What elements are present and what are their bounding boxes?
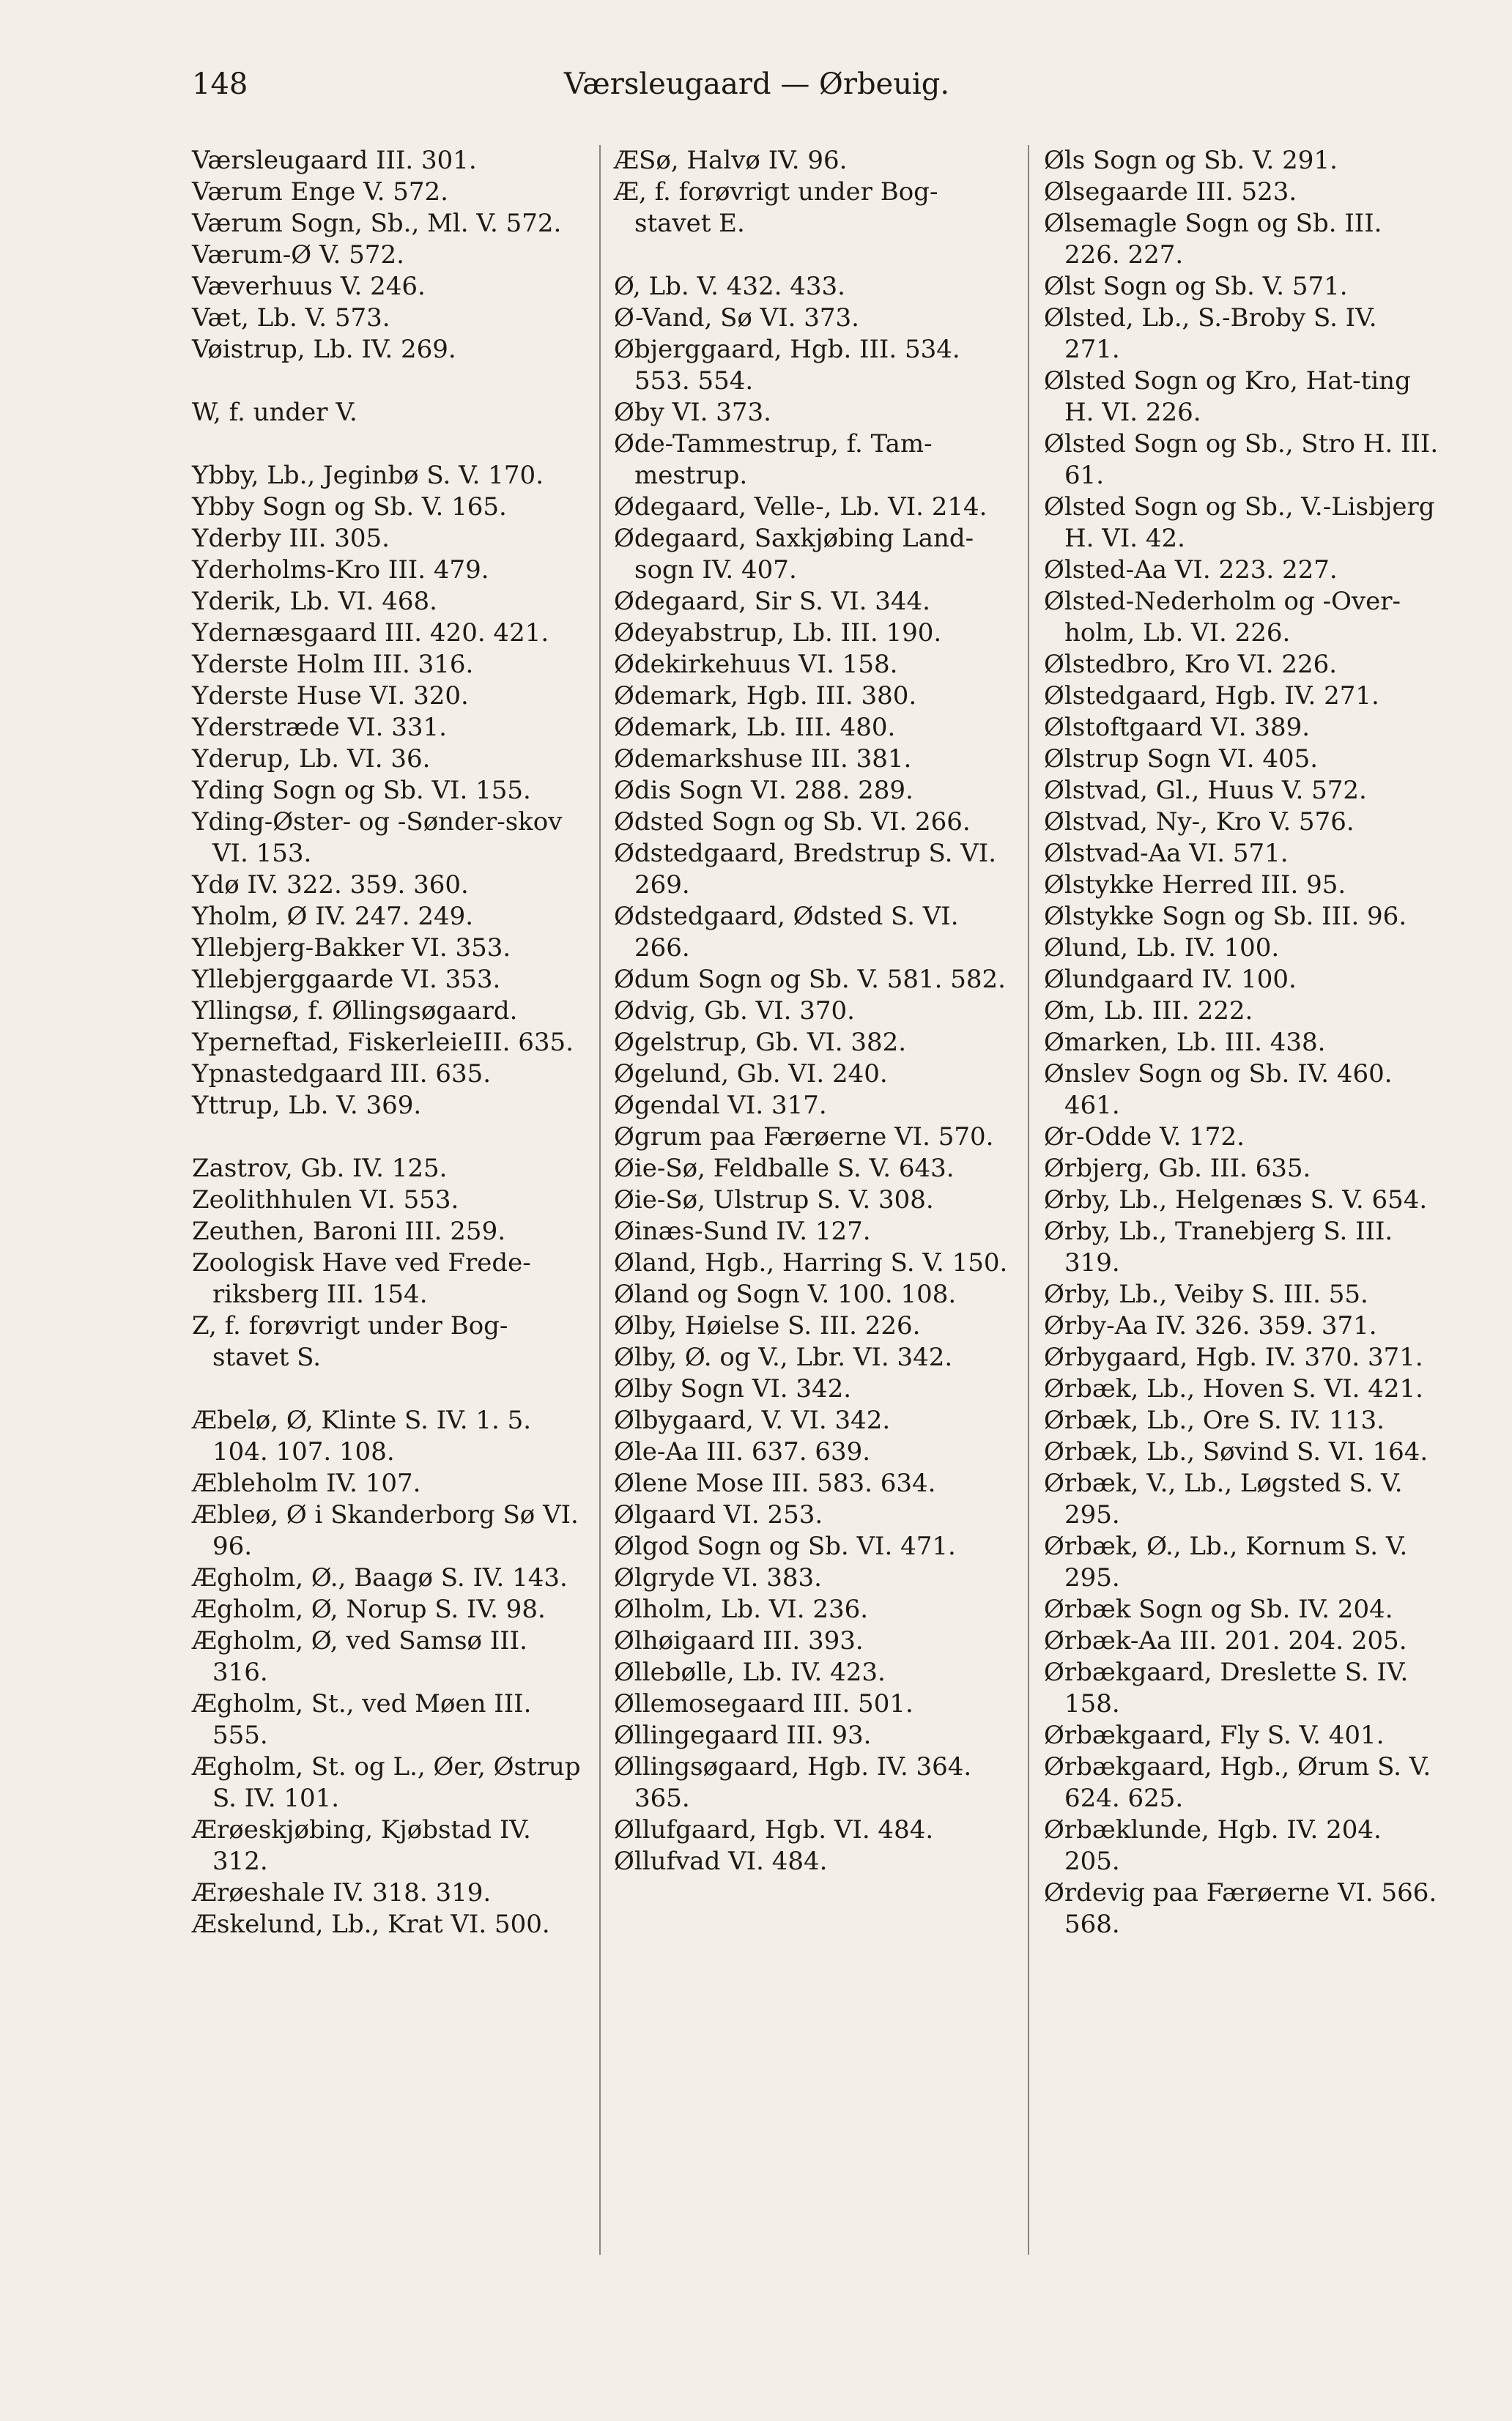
index-entry: Øland, Hgb., Harring S. V. 150. xyxy=(614,1248,1008,1278)
running-head: Værsleugaard — Ørbeuig. xyxy=(563,67,950,101)
index-entry: Ørbækgaard, Hgb., Ørum S. V. 624. 625. xyxy=(1044,1752,1431,1813)
index-entry: Øie-Sø, Feldballe S. V. 643. xyxy=(614,1154,955,1183)
index-entry: Ørbjerg, Gb. III. 635. xyxy=(1044,1154,1311,1183)
index-column-3 xyxy=(1044,145,1439,1940)
index-entry: Ørby, Lb., Veiby S. III. 55. xyxy=(1044,1280,1368,1309)
index-entry: Vøistrup, Lb. IV. 269. xyxy=(192,335,456,364)
index-entry: Ørby, Lb., Helgenæs S. V. 654. xyxy=(1044,1185,1428,1215)
index-entry: Ørbæk Sogn og Sb. IV. 204. xyxy=(1044,1595,1393,1624)
index-entry: Ølsted, Lb., S.-Broby S. IV. 271. xyxy=(1044,303,1377,364)
index-entry: Ægholm, St., ved Møen III. 555. xyxy=(192,1689,532,1750)
index-entry: Zeolithhulen VI. 553. xyxy=(192,1185,459,1215)
section-gap xyxy=(192,366,584,397)
index-entry: Ølund, Lb. IV. 100. xyxy=(1044,933,1280,963)
index-entry: Ølstvad-Aa VI. 571. xyxy=(1044,839,1289,868)
index-entry: Ølsted Sogn og Kro, Hat-ting H. VI. 226. xyxy=(1044,366,1411,427)
index-entry: Æbleholm IV. 107. xyxy=(192,1469,421,1498)
index-entry: Øgrum paa Færøerne VI. 570. xyxy=(614,1122,994,1152)
index-entry: Øm, Lb. III. 222. xyxy=(1044,996,1253,1026)
index-entry: Øllingegaard III. 93. xyxy=(614,1721,872,1750)
index-entry: Ølstykke Sogn og Sb. III. 96. xyxy=(1044,902,1407,931)
index-column-2 xyxy=(614,145,1013,1877)
index-entry: Z, f. forøvrigt under Bog-stavet S. xyxy=(192,1311,508,1372)
index-entry: Yholm, Ø IV. 247. 249. xyxy=(192,902,474,931)
index-entry: Ørbækgaard, Fly S. V. 401. xyxy=(1044,1721,1385,1750)
index-entry: Ølene Mose III. 583. 634. xyxy=(614,1469,936,1498)
index-entry: Værum Enge V. 572. xyxy=(192,177,448,207)
index-entry: Ølsegaarde III. 523. xyxy=(1044,177,1297,207)
index-entry: Øllebølle, Lb. IV. 423. xyxy=(614,1658,886,1687)
index-entry: Ørbæk, V., Lb., Løgsted S. V. 295. xyxy=(1044,1469,1403,1530)
index-entry: Øgendal VI. 317. xyxy=(614,1091,827,1120)
index-entry: Yllebjerg-Bakker VI. 353. xyxy=(192,933,511,963)
index-entry: Ypnastedgaard III. 635. xyxy=(192,1059,492,1089)
index-entry: Ørbæklunde, Hgb. IV. 204. 205. xyxy=(1044,1815,1382,1876)
index-entry: Ødemark, Lb. III. 480. xyxy=(614,713,896,742)
index-entry: Øie-Sø, Ulstrup S. V. 308. xyxy=(614,1185,934,1215)
index-entry: Ødegaard, Velle-, Lb. VI. 214. xyxy=(614,492,987,522)
index-entry: Ønslev Sogn og Sb. IV. 460. 461. xyxy=(1044,1059,1393,1120)
index-entry: Øby VI. 373. xyxy=(614,398,771,427)
index-entry: Æskelund, Lb., Krat VI. 500. xyxy=(192,1910,550,1939)
index-entry: Ødis Sogn VI. 288. 289. xyxy=(614,776,914,805)
index-entry: Ægholm, Ø, Norup S. IV. 98. xyxy=(192,1595,546,1624)
section-gap xyxy=(614,240,1013,271)
index-entry: Yding Sogn og Sb. VI. 155. xyxy=(192,776,531,805)
index-entry: Ømarken, Lb. III. 438. xyxy=(1044,1028,1326,1057)
index-entry: Ødemarkshuse III. 381. xyxy=(614,744,912,774)
index-entry: Ølbygaard, V. VI. 342. xyxy=(614,1406,891,1435)
index-entry: Øllufgaard, Hgb. VI. 484. xyxy=(614,1815,934,1845)
index-entry: Ødemark, Hgb. III. 380. xyxy=(614,681,917,711)
page-number: 148 xyxy=(192,67,248,101)
index-entry: Ølsted Sogn og Sb., V.-Lisbjerg H. VI. 42. xyxy=(1044,492,1435,553)
index-entry: Øinæs-Sund IV. 127. xyxy=(614,1217,871,1246)
index-entry: Zeuthen, Baroni III. 259. xyxy=(192,1217,506,1246)
index-entry: Ybby Sogn og Sb. V. 165. xyxy=(192,492,507,522)
index-entry: Øllingsøgaard, Hgb. IV. 364. 365. xyxy=(614,1752,972,1813)
index-entry: Ørbæk-Aa III. 201. 204. 205. xyxy=(1044,1626,1407,1656)
index-entry: Ydø IV. 322. 359. 360. xyxy=(192,870,469,900)
index-entry: Ybby, Lb., Jeginbø S. V. 170. xyxy=(192,461,544,490)
index-entry: Ødeyabstrup, Lb. III. 190. xyxy=(614,618,942,648)
index-entry: W, f. under V. xyxy=(192,398,357,427)
index-entry: Ørby-Aa IV. 326. 359. 371. xyxy=(1044,1311,1377,1341)
index-entry: Ødsted Sogn og Sb. VI. 266. xyxy=(614,807,971,837)
index-entry: Værum-Ø V. 572. xyxy=(192,240,404,270)
index-entry: Øgelund, Gb. VI. 240. xyxy=(614,1059,888,1089)
section-gap xyxy=(192,1121,584,1153)
index-entry: Ølgod Sogn og Sb. VI. 471. xyxy=(614,1532,956,1561)
index-entry: Ægholm, St. og L., Øer, Østrup S. IV. 101. xyxy=(192,1752,581,1813)
column-divider xyxy=(599,145,601,2255)
column-divider xyxy=(1028,145,1029,2255)
index-entry: Ærøeskjøbing, Kjøbstad IV. 312. xyxy=(192,1815,531,1876)
index-entry: Øle-Aa III. 637. 639. xyxy=(614,1437,871,1467)
index-entry: Ølstvad, Ny-, Kro V. 576. xyxy=(1044,807,1354,837)
index-entry: Ølstedgaard, Hgb. IV. 271. xyxy=(1044,681,1379,711)
index-entry: Ødekirkehuus VI. 158. xyxy=(614,650,898,679)
index-entry: Værsleugaard III. 301. xyxy=(192,146,477,175)
index-entry: Ølst Sogn og Sb. V. 571. xyxy=(1044,272,1348,301)
index-entry: Yperneftad, FiskerleieIII. 635. xyxy=(192,1028,574,1057)
index-entry: Yderste Huse VI. 320. xyxy=(192,681,469,711)
index-entry: ÆSø, Halvø IV. 96. xyxy=(614,146,848,175)
index-entry: Yderste Holm III. 316. xyxy=(192,650,474,679)
index-entry: Ørdevig paa Færøerne VI. 566. 568. xyxy=(1044,1878,1437,1939)
index-entry: Ødegaard, Saxkjøbing Land-sogn IV. 407. xyxy=(614,524,974,585)
index-entry: Ødegaard, Sir S. VI. 344. xyxy=(614,587,930,616)
section-gap xyxy=(192,1373,584,1405)
index-entry: Yding-Øster- og -Sønder-skov VI. 153. xyxy=(192,807,563,868)
index-entry: Ølstoftgaard VI. 389. xyxy=(1044,713,1311,742)
index-entry: Ølsted-Nederholm og -Over-holm, Lb. VI. 226. xyxy=(1044,587,1401,648)
index-entry: Ørbæk, Lb., Søvind S. VI. 164. xyxy=(1044,1437,1428,1467)
index-entry: Ørbæk, Ø., Lb., Kornum S. V. 295. xyxy=(1044,1532,1408,1593)
index-entry: Ølstedbro, Kro VI. 226. xyxy=(1044,650,1338,679)
page-header xyxy=(192,67,1322,111)
index-entry: Øllemosegaard III. 501. xyxy=(614,1689,914,1719)
index-entry: Æbleø, Ø i Skanderborg Sø VI. 96. xyxy=(192,1500,579,1561)
index-entry: Øland og Sogn V. 100. 108. xyxy=(614,1280,957,1309)
index-entry: Væverhuus V. 246. xyxy=(192,272,426,301)
index-entry: Æbelø, Ø, Klinte S. IV. 1. 5. 104. 107. 108. xyxy=(192,1406,532,1467)
index-entry: Øgelstrup, Gb. VI. 382. xyxy=(614,1028,907,1057)
index-entry: Yderholms-Kro III. 479. xyxy=(192,555,489,585)
index-entry: Yllingsø, f. Øllingsøgaard. xyxy=(192,996,518,1026)
index-entry: Yllebjerggaarde VI. 353. xyxy=(192,965,501,994)
index-entry: Ødstedgaard, Bredstrup S. VI. 269. xyxy=(614,839,997,900)
index-entry: Ølstvad, Gl., Huus V. 572. xyxy=(1044,776,1367,805)
index-entry: Ørbygaard, Hgb. IV. 370. 371. xyxy=(1044,1343,1423,1372)
index-entry: Ægholm, Ø., Baagø S. IV. 143. xyxy=(192,1563,568,1593)
index-entry: Yderik, Lb. VI. 468. xyxy=(192,587,437,616)
index-entry: Zoologisk Have ved Frede-riksberg III. 154. xyxy=(192,1248,531,1309)
index-entry: Ølstrup Sogn VI. 405. xyxy=(1044,744,1319,774)
index-entry: Ølstykke Herred III. 95. xyxy=(1044,870,1346,900)
index-entry: Ødvig, Gb. VI. 370. xyxy=(614,996,855,1026)
index-entry: Øbjerggaard, Hgb. III. 534. 553. 554. xyxy=(614,335,960,396)
index-entry: Ørbæk, Lb., Hoven S. VI. 421. xyxy=(1044,1374,1423,1404)
index-entry: Øde-Tammestrup, f. Tam-mestrup. xyxy=(614,429,933,490)
index-entry: Ølgryde VI. 383. xyxy=(614,1563,822,1593)
index-entry: Ølsted-Aa VI. 223. 227. xyxy=(1044,555,1338,585)
index-entry: Yderstræde VI. 331. xyxy=(192,713,447,742)
index-entry: Ø, Lb. V. 432. 433. xyxy=(614,272,845,301)
index-entry: Ølgaard VI. 253. xyxy=(614,1500,823,1530)
index-entry: Ølsted Sogn og Sb., Stro H. III. 61. xyxy=(1044,429,1439,490)
index-entry: Ølundgaard IV. 100. xyxy=(1044,965,1297,994)
index-entry: Øllufvad VI. 484. xyxy=(614,1847,828,1876)
index-entry: Ølholm, Lb. VI. 236. xyxy=(614,1595,869,1624)
index-entry: Zastrov, Gb. IV. 125. xyxy=(192,1154,448,1183)
index-entry: Æ, f. forøvrigt under Bog-stavet E. xyxy=(614,177,938,238)
index-entry: Yderby III. 305. xyxy=(192,524,390,553)
index-entry: Yttrup, Lb. V. 369. xyxy=(192,1091,422,1120)
index-entry: Øls Sogn og Sb. V. 291. xyxy=(1044,146,1338,175)
index-entry: Ørby, Lb., Tranebjerg S. III. 319. xyxy=(1044,1217,1393,1278)
index-entry: Yderup, Lb. VI. 36. xyxy=(192,744,431,774)
index-entry: Ør-Odde V. 172. xyxy=(1044,1122,1245,1152)
index-entry: Ørbæk, Lb., Ore S. IV. 113. xyxy=(1044,1406,1385,1435)
index-entry: Ødum Sogn og Sb. V. 581. 582. xyxy=(614,965,1006,994)
index-column-1 xyxy=(192,145,584,1940)
index-entry: Ødstedgaard, Ødsted S. VI. 266. xyxy=(614,902,959,963)
index-entry: Ølby, Ø. og V., Lbr. VI. 342. xyxy=(614,1343,953,1372)
section-gap xyxy=(192,429,584,460)
index-entry: Ølhøigaard III. 393. xyxy=(614,1626,864,1656)
index-entry: Ø-Vand, Sø VI. 373. xyxy=(614,303,859,333)
index-entry: Værum Sogn, Sb., Ml. V. 572. xyxy=(192,209,562,238)
index-entry: Ægholm, Ø, ved Samsø III. 316. xyxy=(192,1626,527,1687)
index-entry: Ølsemagle Sogn og Sb. III. 226. 227. xyxy=(1044,209,1382,270)
index-entry: Ydernæsgaard III. 420. 421. xyxy=(192,618,549,648)
index-entry: Væt, Lb. V. 573. xyxy=(192,303,390,333)
index-entry: Ærøeshale IV. 318. 319. xyxy=(192,1878,492,1907)
index-entry: Ølby Sogn VI. 342. xyxy=(614,1374,852,1404)
index-entry: Ørbækgaard, Dreslette S. IV. 158. xyxy=(1044,1658,1409,1719)
index-entry: Ølby, Høielse S. III. 226. xyxy=(614,1311,921,1341)
